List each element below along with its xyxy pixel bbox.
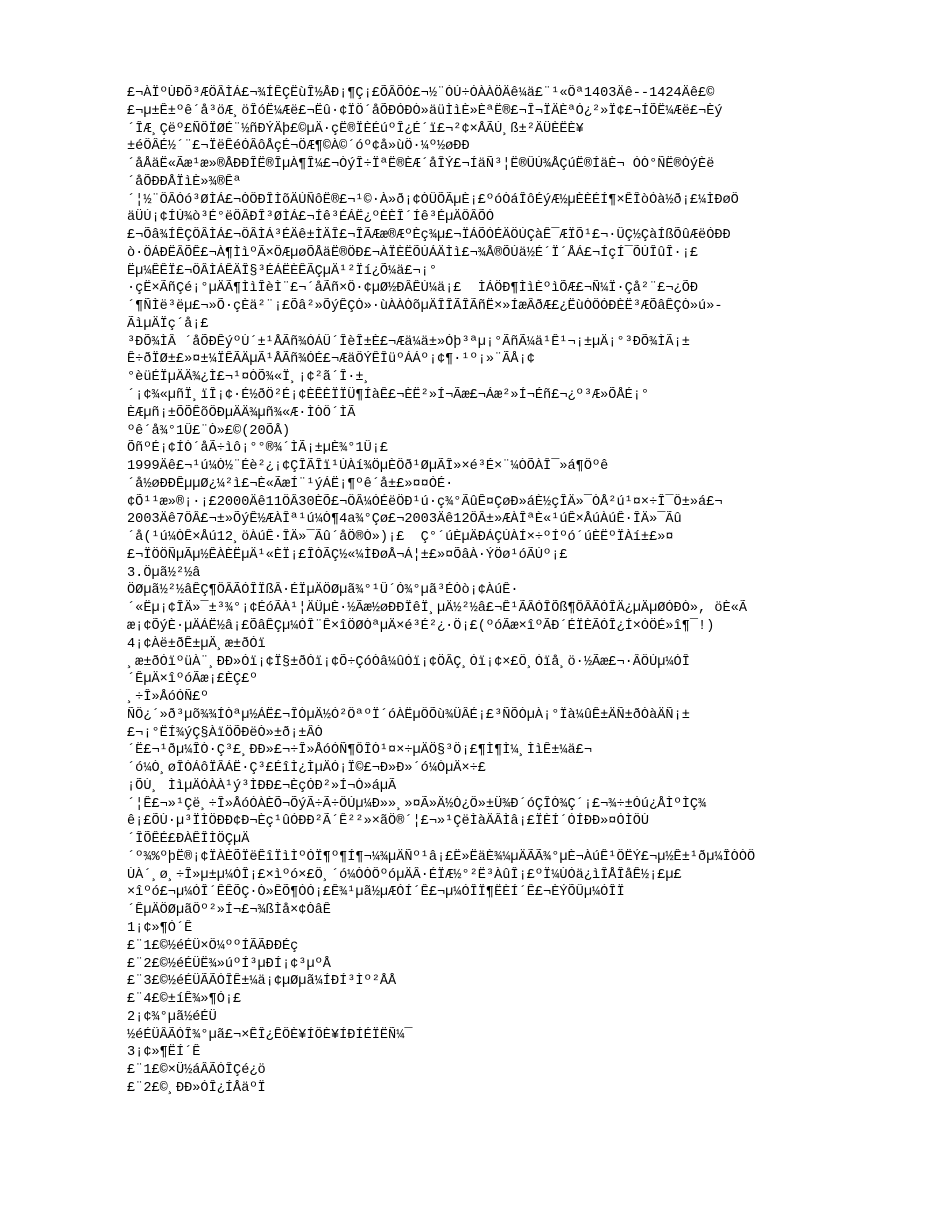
- text-line: £¬¡°ËÍ¾ýÇ§ÀïÖÕÐëÒ»±ð¡±ÂÒ: [127, 725, 323, 741]
- text-line: ´åÅäË«Ãæ¹æ»®ÅÐÐÎË®ÎµÀ¶Î¼£¬ÒýÎ÷ÏªË®ÈÆ´åÎÝ£¬ÍäÑ³¦Ë®ÛÚ¾ÅÇúË®ÍäÈ¬ ÓÒ°ÑË®ÒýÈë: [127, 157, 715, 173]
- text-line: ´ÊµÄ×îºóÃæ¡£ÈÇ£º: [127, 672, 258, 688]
- text-line: 3.Öµã½²½â: [127, 565, 201, 581]
- text-line: Ëµ¼ÊÊÏ£¬ÔÂÌÁÊÄÎ§³ÉÁËÈÊÃÇµÄ¹²Ïí¿Õ¼ä£¬¡°: [127, 263, 437, 279]
- document-page: [127, 85, 907, 1115]
- text-line: 2003Äê7ÔÂ£¬±»ÕýÊ½ÆÀÎª¹ú¼Ò¶4a¾°Çø£¬2003Äê12ÔÂ±»ÆÀÎªÈ«¹úÊ×ÅúÀúÊ·ÎÄ»¯Ãû: [127, 512, 682, 528]
- text-line: £¨1£©½éÉÜ×Ô¼ººÍÃÃÐÐÉç: [127, 938, 299, 954]
- text-line: ´ÎÕÊÉ£ÐÀÊÎÌÖÇµÄ: [127, 832, 250, 848]
- text-line: ³ÐÕ¾ÌÂ ´åÕÐÊýºÙ´±¹ÅÃñ¾ÓÁÛ´ÎèÎ±È£¬Æä¼ä±»Óþ³ªµ¡°ÃñÃ¼ä¹Ê¹¬¡±µÄ¡°³ÐÕ¾ÌÃ¡±: [127, 334, 690, 350]
- text-line: Ê÷ðÏØ±£»¤±¼ÏÊÃÄµÃ¹ÅÃñ¾ÓÉ£¬ÆäÔÝÊÎüºÁÁº¡¢¶·¹º¡»¨ÃÅ¡¢: [127, 352, 535, 368]
- text-line: £¬ÏÖÖÑµÃµ½ÊÀÈËµÄ¹«ÈÏ¡£ÎÒÃÇ½«¼ÌÐøÅ¬Á¦±£»¤ÕâÀ·ÝÖø¹óÃÚº¡£: [127, 547, 568, 563]
- text-line: ´¡¢¾«µñÏ¸ïÎ¡¢·É½ðÖ²É¡¢ÈÊÈÏÏÜ¶ÍàÊ£¬ÈË²»Í¬Ãæ£¬Áæ²»Í¬Éñ£¬¿º³Æ»ÕÅÉ¡°: [127, 388, 650, 404]
- text-line: £¬ÀÏºÙÐÕ³ÆÖÂÌÁ£¬¾ÍÊÇËùÎ½ÅÐ¡¶Ç¡£ÕÂÕÓ£¬½¨ÓÚ÷ÓÀÀÖÄê¼ä£¨¹«Ôª1403Äê--1424Äê£©: [127, 86, 715, 101]
- text-line: 2¡¢¾°µã½éÉÜ: [127, 1009, 217, 1025]
- text-line: ÙÀ´¸ø¸÷Î»µ±µ¼ÓÎ¡£×ìºó×£Ô¸´ó¼ÒÒÔºóµÄÂ·ÉÏÆ½°²Ë³ÀûÎ¡£ºÏ¼ÙÓä¿ìÎÅÎåÊ½¡£µ£: [127, 867, 682, 883]
- text-line: ´ÊµÄÖØµãÔº²»Í¬£¬¾ßÌå×¢ÒâÊ: [127, 903, 331, 919]
- text-line: ò·ÖÁÐËÂÕÊ£¬À¶ÌìºÃ×ÔÆµøÕÅäË®ÖÐ£¬ÀÏÈËÕÚÁÄÌì£¬¾Å®ÕÚä½É´Ï´ÅÁ£¬ÍçÍ¯ÕÚÎûÎ·¡£: [127, 245, 699, 261]
- text-line: ´å(¹ú¼ÒÊ×Åú12¸öÀúÊ·ÎÄ»¯Ãû´åÖ®Ò»)¡£ Ç°´úÈµÄÐÁÇÚÀÍ×÷ºÍºó´úÈËºÏÀí±£»¤: [127, 530, 674, 546]
- text-line: £¨3£©½éÉÜÃÃÓÎÊ±¼ä¡¢µØµã¼ÍÐÍ³Ìº²ÅÅ: [127, 974, 397, 990]
- text-line: £¨2£©½éÉÜË¾»úºÍ³µÐÍ¡¢³µºÅ: [127, 956, 331, 972]
- text-line: ê¡£ÕÙ·µ³ÏÌÖÐÐ¢Ð¬Èç¹ûÓÐÐ²Ã´Ê²²»×ãÖ®´¦£¬»¹ÇëÌàÄÂÌâ¡£ÏÈÍ´ÓÍÐÐ»¤ÓÌÔÙ: [127, 814, 650, 830]
- text-line: ´º¾%ºþË®¡¢ÏÀÈÕÏëÊîÏìÌºÓÏ¶º¶Í¶¬¼¾µÄÑº¹â¡£Ë»ËäÈ¾¼µÄÃÃ¾°µÈ¬ÀúÊ¹ÔËÝ£¬µ½Ê±¹ðµ¼ÎÒÒÔ: [127, 849, 756, 865]
- text-line: £¨1£©×Ü½áÂÃÓÎÇé¿ö: [127, 1063, 266, 1079]
- text-line: ´ó¼Ò¸øÎÒÁôÏÂÁË·Ç³£ÉîÌ¿ÌµÄÓ¡Ï©£¬Ð»Ð»´ó¼ÒµÄ×÷£: [127, 761, 486, 777]
- text-line: 1999Äê£¬¹ú¼Ò½¨Éè²¿¡¢ÇÎÃÎï¹ÚÀí¾ÖµÈÔð¹ØµÃÎ»×é³É×¨¼ÒÕÀÎ¯»á¶Ôºê: [127, 459, 609, 475]
- text-line: 1¡¢»¶Ó´Ê: [127, 920, 193, 936]
- text-line: [127, 1098, 907, 1116]
- text-line: ¡ÕÙ¸ ÌìµÄÓÀÀ¹ý³ÌÐÐ£¬ÈçÓÐ²»Í¬Ò»áµÃ: [127, 778, 397, 794]
- text-line: ´å½øÐÐÊµµØ¿¼²ì£¬È«ÃæÍ¨¹ýÁË¡¶ºê´å±£»¤¤ÓÉ·: [127, 476, 454, 492]
- text-line: ºê´å¾°1Û£¨Ò»£©(20ÕÅ): [127, 423, 291, 439]
- text-line: ×îºó£¬µ¼ÓÎ´ÊÊÕÇ·Ò»ÊÕ¶ÓÓ¡£Ê¾¹µã½µÆÓÍ´Ê£¬µ¼ÓÎÏ¶ËÈÍ´Ê£¬ÈÝÕÛµ¼ÓÎÏ: [127, 885, 625, 901]
- text-line: ¢Õ¹¹æ»®¡·¡£2000Äê11ÔÂ30ÈÕ£¬ÔÂ¼ÓÉëÖÐ¹ú·ç¾°ÃûÊ¤ÇøÐ»áÈ½çÎÄ»¯ÒÅ²ú¹¤×÷Î¯Ô±»á£¬: [127, 494, 723, 510]
- text-line: ÑÔ¿´»ð³µõ¾¾ÍÒªµ½ÁË£¬ÎÒµÄ½Ó²ÔªºÏ´óÀËµÔÕù¾ÜÂÉ¡£³ÑÕÒµÀ¡°Ïà¼ûÊ±ÄÑ±ðÒàÄÑ¡±: [127, 707, 690, 723]
- text-line: 4¡¢Àë±ðÊ±µÄ¸æ±ðÓï: [127, 636, 266, 652]
- text-line: ´«Ëµ¡¢ÎÄ»¯±³¾°¡¢ÉóÃÀ¹¦ÄÜµÈ·½Ãæ½øÐÐÏêÏ¸µÄ½²½â£¬Ê¹ÃÂÓÎÕß¶ÔÂÃÓÎÄ¿µÄµØÓÐÒ», öÈ«Ã: [127, 601, 747, 617]
- text-line: £¬Õâ¾ÍÊÇÔÂÌÁ£¬ÔÂÌÁ³ÉÄê±ÌÄÎ£¬ÎÃÆæ®ÆºÈç¾µ£¬ÏÁÕÓÉÄÖÚÇàÊ¯ÆÏÕ¹£¬·ÛÇ½ÇàÍßÕûÆëÓÐÐ: [127, 228, 731, 244]
- text-line: £¨4£©±íÊ¾»¶Ó¡£: [127, 992, 242, 1008]
- text-line: ´¦½¨ÔÂÓó³ØÌÁ£¬ÒÔÐÎÌõÄÚÑôË®£¬¹©·À»ð¡¢ÒÛÕÃµÈ¡£ºóÒáÎôÉýÆ½µÈÈÉÍ¶×ÊÎòÓà½ð¡£¼ÌÐøÔ: [127, 192, 739, 208]
- text-line: äÜÚ¡¢ÍÚ¾ò³É°ëÔÂÐÎ³ØÌÁ£¬Íê³ÉÁË¿ºÈÈÎ´Íê³ÉµÄÔÂÕÓ: [127, 210, 495, 226]
- text-line: ´¶ÑÌë³ëµ£¬»Õ·çÈä²¨¡£Õâ²»ÕýÊÇÒ»·ùÀÀÒõµÄÎÎÃÎÃñË×»ÍæÂðÆ£¿ËùÒÔÓÐÈË³ÆÕâÊÇÒ»ú»-: [127, 299, 723, 315]
- text-line: ÖØµã½²½âÊÇ¶ÔÂÃÓÎÏßÂ·ÉÏµÄÖØµã¾°¹Û´Ó¾°µã³ÉÒò¡¢ÀúÊ·: [127, 583, 519, 599]
- text-line: ·çË×ÃñÇé¡°µÄÃ¶ÌìÎèÌ¨£¬´åÃñ×Ô·¢µØ½ÐÂÊÚ¼ä¡£ ÌÁÖÐ¶ÌìÈºìÕÆ£¬Ñ¼Ï·Çå²¨£¬¿ÕÐ: [127, 281, 699, 297]
- text-line: £¬µ±Ê±ºê´å³öÆ¸öÎóË¼Æë£¬Ëû·¢ÏÖ´åÕÐÓÐÒ»äüÌìÈ»ÈªË®£¬Î¬ÏÄÈªÓ¿²»Ï¢£¬ÍÕË¼Æë£¬Èý: [127, 103, 723, 119]
- text-line: ÃìµÄÏç´å¡£: [127, 316, 209, 332]
- text-line: °èüÉÏµÄÄ¾¿Ì£¬¹¤ÒÕ¾«Ï¸¡¢²ã´Î·±¸: [127, 370, 372, 386]
- text-line: ¸÷Î»ÅóÓÑ£º: [127, 690, 209, 706]
- text-line: æ¡¢ÕýÈ·µÄÁË½â¡£ÕâÊÇµ¼ÓÎ¨Ê×îÖØÒªµÄ×é³É²¿·Ö¡£(ºóÃæ×îºÃÐ´ÉÏÈÃÓÎ¿Í×ÓÖÉ»î¶¯!): [127, 618, 715, 634]
- text-line: ±éÔÂÉ½´¨£¬ÏëÊéÓÂôÅçÉ¬ÖÆ¶©À©´óº¢å»ùÖ·¼º½øÐÐ: [127, 139, 470, 155]
- text-line: ÈÆµñ¡±ÕÕÊõÔÐµÄÄ¾µñ¾«Æ·ÌÒÔ´ÌÃ: [127, 405, 356, 421]
- text-line: £¨2£©¸ÐÐ»ÓÎ¿ÍÅäºÏ: [127, 1080, 266, 1096]
- text-line: ´ÎÆ¸Çëº£ÑÔÏØÉ¨½ñÐÝÄþ£©µÄ·çË®ÏÈÉúºÎ¿É´ï£¬²¢×ÅÃÚ¸ß±²ÄÜÈËÈ¥: [127, 121, 584, 137]
- text-line: ÕñºÉ¡¢ÍÒ´åÃ÷ìô¡°°®¾´ÌÃ¡±µÈ¾°1Û¡£: [127, 441, 389, 457]
- text-line: ´åÕÐÐÅÏìÈ»¾®Êª: [127, 174, 242, 190]
- text-line: 3¡¢»¶ËÍ´Ê: [127, 1045, 201, 1061]
- text-line: ½éÉÜÂÃÓÎ¾°µã£¬×ÊÎ¿ÊÔÈ¥ÍÔÈ¥ÍÐÍÉÏËÑ¼¯: [127, 1027, 413, 1043]
- text-line: ´Ë£¬¹ðµ¼ÎÒ·Ç³£¸ÐÐ»£¬÷Î»ÅóÓÑ¶ÔÎÒ¹¤×÷µÄÖ§³Ö¡£¶Ì¶Ì¼¸ÌìÊ±¼ä£¬: [127, 743, 592, 759]
- text-line: ´¦Ê£¬»¹Çë¸÷Î»ÅóÓÀÈÕ¬ÕýÃ÷Ã÷ÔÚµ¼Ð»»¸»¤Ã»Ä½Ò¿Ô»±Ü¾Ð´óÇÎÒ¾Ç´¡£¬¾÷±Óú¿ÅÌºÌÇ¾: [127, 796, 707, 812]
- text-line: ¸æ±ðÓïºüÀ¨¸ÐÐ»Óï¡¢Ï§±ðÓï¡¢Õ÷ÇóÒâ¼ûÓï¡¢ÖÂÇ¸Óï¡¢×£Ô¸Óïå¸ö·½Ãæ£¬·ÂÔÚµ¼ÓÎ: [127, 654, 690, 670]
